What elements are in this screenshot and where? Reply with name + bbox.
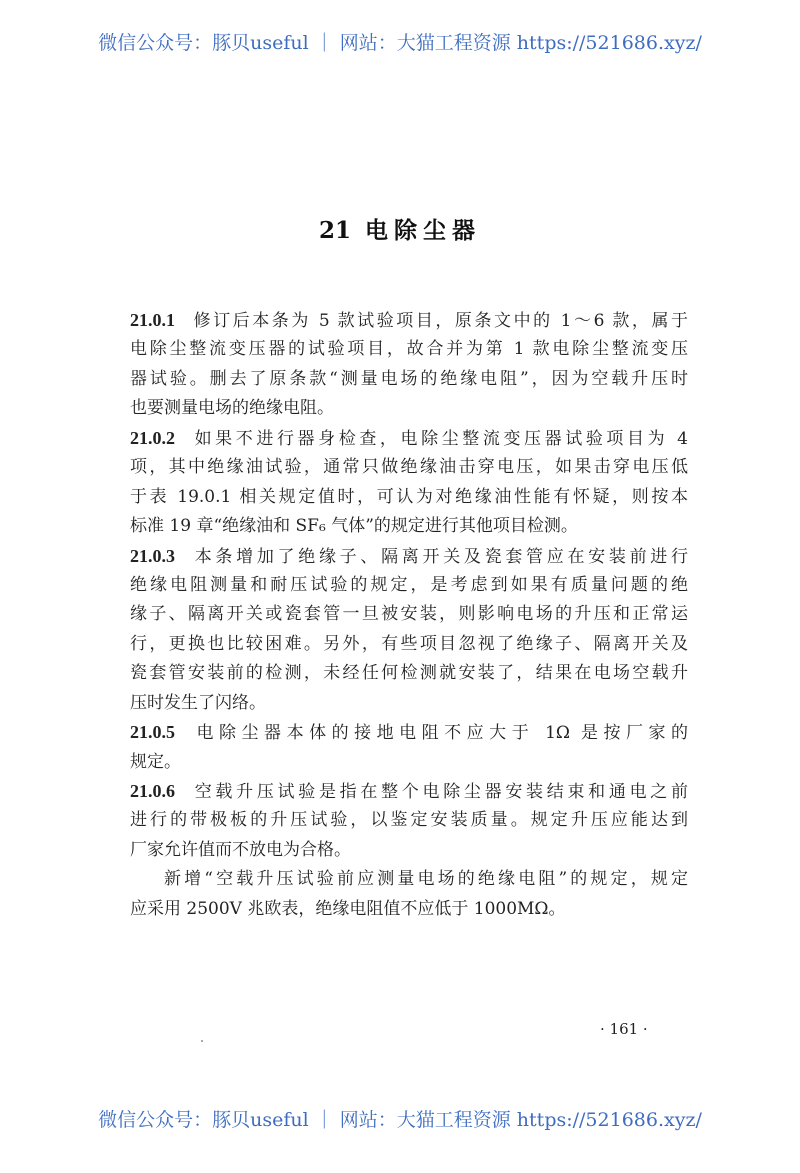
line-text: 缘子、隔离开关或瓷套管一旦被安装，则影响电场的升压和正常运: [130, 604, 688, 625]
text-line: [130, 365, 688, 394]
line-text: 标准 19 章“绝缘油和 SF₆ 气体”的规定进行其他项目检测。: [130, 516, 578, 537]
line-text: 电除尘整流变压器的试验项目，故合并为第 1 款电除尘整流变压: [130, 339, 688, 360]
line-text: 如果不进行器身检查，电除尘整流变压器试验项目为 4: [191, 428, 688, 449]
text-line: [130, 571, 688, 600]
text-line: [130, 659, 688, 688]
text-line: [130, 424, 688, 453]
line-text: 厂家允许值而不放电为合格。: [130, 839, 351, 860]
clause-number: 21.0.6: [130, 781, 175, 801]
line-text: 也要测量电场的绝缘电阻。: [130, 398, 334, 419]
text-line: [130, 718, 688, 747]
text-line: [130, 689, 688, 718]
text-line: [130, 806, 688, 835]
line-text: 项，其中绝缘油试验，通常只做绝缘油击穿电压，如果击穿电压低: [130, 457, 688, 478]
text-line: [130, 836, 688, 865]
line-text: 于表 19.0.1 相关规定值时，可认为对绝缘油性能有怀疑，则按本: [130, 486, 688, 507]
chapter-title: [0, 212, 800, 245]
page-number: · 161 ·: [600, 1020, 648, 1038]
line-text: 行，更换也比较困难。另外，有些项目忽视了绝缘子、隔离开关及: [130, 633, 688, 654]
paragraph: [130, 424, 688, 542]
text-line: [130, 335, 688, 364]
line-text: 瓷套管安装前的检测，未经任何检测就安装了，结果在电场空载升: [130, 663, 688, 684]
text-line: [130, 483, 688, 512]
chapter-name: 电除尘器: [365, 217, 481, 244]
line-text: 电除尘器本体的接地电阻不应大于 1Ω 是按厂家的: [191, 723, 688, 744]
paragraph: [130, 777, 688, 865]
watermark-bottom: 微信公众号：豚贝useful ｜ 网站：大猫工程资源 https://521686.xyz/: [98, 1109, 702, 1131]
line-text: 空载升压试验是指在整个电除尘器安装结束和通电之前: [191, 782, 688, 802]
line-text: 修订后本条为 5 款试验项目，原条文中的 1～6 款，属于: [191, 311, 688, 331]
paragraph: [130, 542, 688, 719]
text-line: [130, 306, 688, 335]
text-line: [130, 777, 688, 806]
text-line: [130, 865, 688, 894]
document-body: [130, 306, 688, 924]
text-line: [130, 895, 688, 924]
chapter-number: 21: [318, 217, 351, 244]
line-text: 规定。: [130, 751, 181, 772]
watermark-top: 微信公众号：豚贝useful ｜ 网站：大猫工程资源 https://521686.xyz/: [98, 32, 702, 54]
line-text: 新增“空载升压试验前应测量电场的绝缘电阻”的规定，规定: [164, 869, 688, 890]
line-text: 进行的带极板的升压试验，以鉴定安装质量。规定升压应能达到: [130, 810, 688, 831]
line-text: 应采用 2500V 兆欧表，绝缘电阻值不应低于 1000MΩ。: [130, 898, 566, 919]
clause-number: 21.0.5: [130, 722, 175, 743]
text-line: [130, 748, 688, 777]
line-text: 器试验。删去了原条款“测量电场的绝缘电阻”，因为空载升压时: [130, 368, 688, 389]
clause-number: 21.0.1: [130, 310, 175, 330]
paragraph: [130, 865, 688, 924]
clause-number: 21.0.3: [130, 545, 175, 566]
text-line: [130, 600, 688, 629]
text-line: [130, 542, 688, 571]
scan-speck: [201, 1040, 203, 1042]
clause-number: 21.0.2: [130, 427, 175, 448]
line-text: 本条增加了绝缘子、隔离开关及瓷套管应在安装前进行: [191, 546, 688, 567]
paragraph: [130, 718, 688, 777]
line-text: 压时发生了闪络。: [130, 692, 266, 713]
text-line: [130, 394, 688, 423]
text-line: [130, 453, 688, 482]
line-text: 绝缘电阻测量和耐压试验的规定，是考虑到如果有质量问题的绝: [130, 574, 688, 595]
text-line: [130, 512, 688, 541]
paragraph: [130, 306, 688, 424]
text-line: [130, 630, 688, 659]
